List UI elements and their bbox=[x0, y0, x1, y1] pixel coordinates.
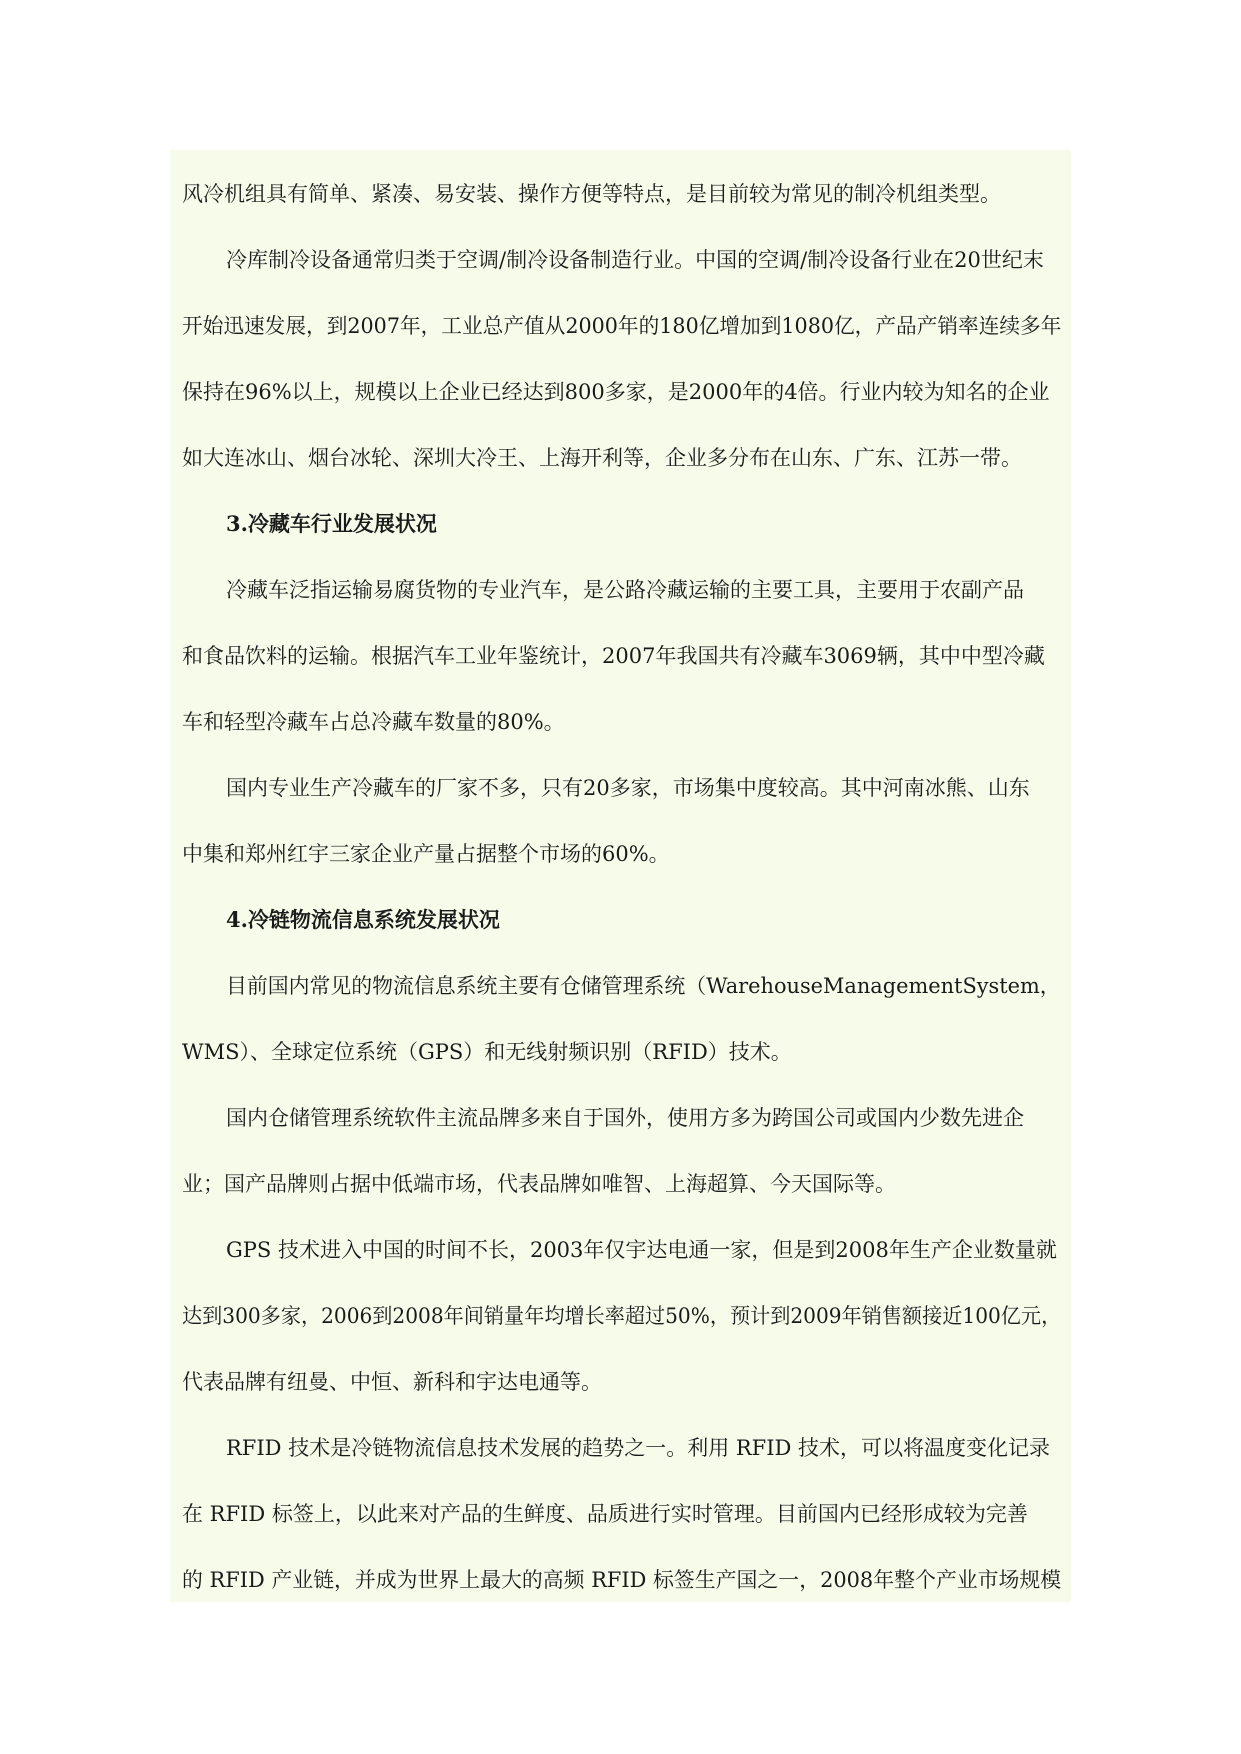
text-line: 中集和郑州红宇三家企业产量占据整个市场的60%。 bbox=[182, 842, 670, 866]
text-line: WMS）、全球定位系统（GPS）和无线射频识别（RFID）技术。 bbox=[182, 1040, 792, 1064]
section-heading: 4.冷链物流信息系统发展状况 bbox=[226, 907, 500, 932]
text-line: 代表品牌有纽曼、中恒、新科和宇达电通等。 bbox=[182, 1370, 602, 1394]
text-line: 的 RFID 产业链，并成为世界上最大的高频 RFID 标签生产国之一，2008年整个产业市场规模 bbox=[182, 1568, 1062, 1592]
text-line: 冷藏车泛指运输易腐货物的专业汽车，是公路冷藏运输的主要工具，主要用于农副产品 bbox=[226, 578, 1024, 602]
text-line: 开始迅速发展，到2007年，工业总产值从2000年的180亿增加到1080亿，产品产销率连续多年 bbox=[182, 314, 1062, 338]
text-line: 车和轻型冷藏车占总冷藏车数量的80%。 bbox=[182, 710, 565, 734]
text-line: 保持在96%以上，规模以上企业已经达到800多家，是2000年的4倍。行业内较为知名的企业 bbox=[182, 380, 1050, 404]
text-line: 冷库制冷设备通常归类于空调/制冷设备制造行业。中国的空调/制冷设备行业在20世纪末 bbox=[226, 248, 1044, 272]
text-line: 业；国产品牌则占据中低端市场，代表品牌如唯智、上海超算、今天国际等。 bbox=[182, 1172, 896, 1196]
text-line: 和食品饮料的运输。根据汽车工业年鉴统计，2007年我国共有冷藏车3069辆，其中中型冷藏 bbox=[182, 644, 1045, 668]
text-line: 在 RFID 标签上，以此来对产品的生鲜度、品质进行实时管理。目前国内已经形成较为完善 bbox=[182, 1502, 1028, 1526]
text-line: 风冷机组具有简单、紧凑、易安装、操作方便等特点，是目前较为常见的制冷机组类型。 bbox=[182, 182, 1001, 206]
text-line: 目前国内常见的物流信息系统主要有仓储管理系统（WarehouseManagementSystem， bbox=[226, 974, 1061, 998]
text-line: 如大连冰山、烟台冰轮、深圳大冷王、上海开利等，企业多分布在山东、广东、江苏一带。 bbox=[182, 446, 1022, 470]
section-heading: 3.冷藏车行业发展状况 bbox=[226, 511, 437, 536]
text-line: 达到300多家，2006到2008年间销量年均增长率超过50%，预计到2009年销售额接近100亿元， bbox=[182, 1304, 1062, 1328]
text-line: RFID 技术是冷链物流信息技术发展的趋势之一。利用 RFID 技术，可以将温度变化记录 bbox=[226, 1436, 1051, 1460]
text-line: 国内仓储管理系统软件主流品牌多来自于国外，使用方多为跨国公司或国内少数先进企 bbox=[226, 1106, 1024, 1130]
text-line: GPS 技术进入中国的时间不长，2003年仅宇达电通一家，但是到2008年生产企业数量就 bbox=[226, 1238, 1057, 1262]
text-line: 国内专业生产冷藏车的厂家不多，只有20多家，市场集中度较高。其中河南冰熊、山东 bbox=[226, 776, 1030, 800]
